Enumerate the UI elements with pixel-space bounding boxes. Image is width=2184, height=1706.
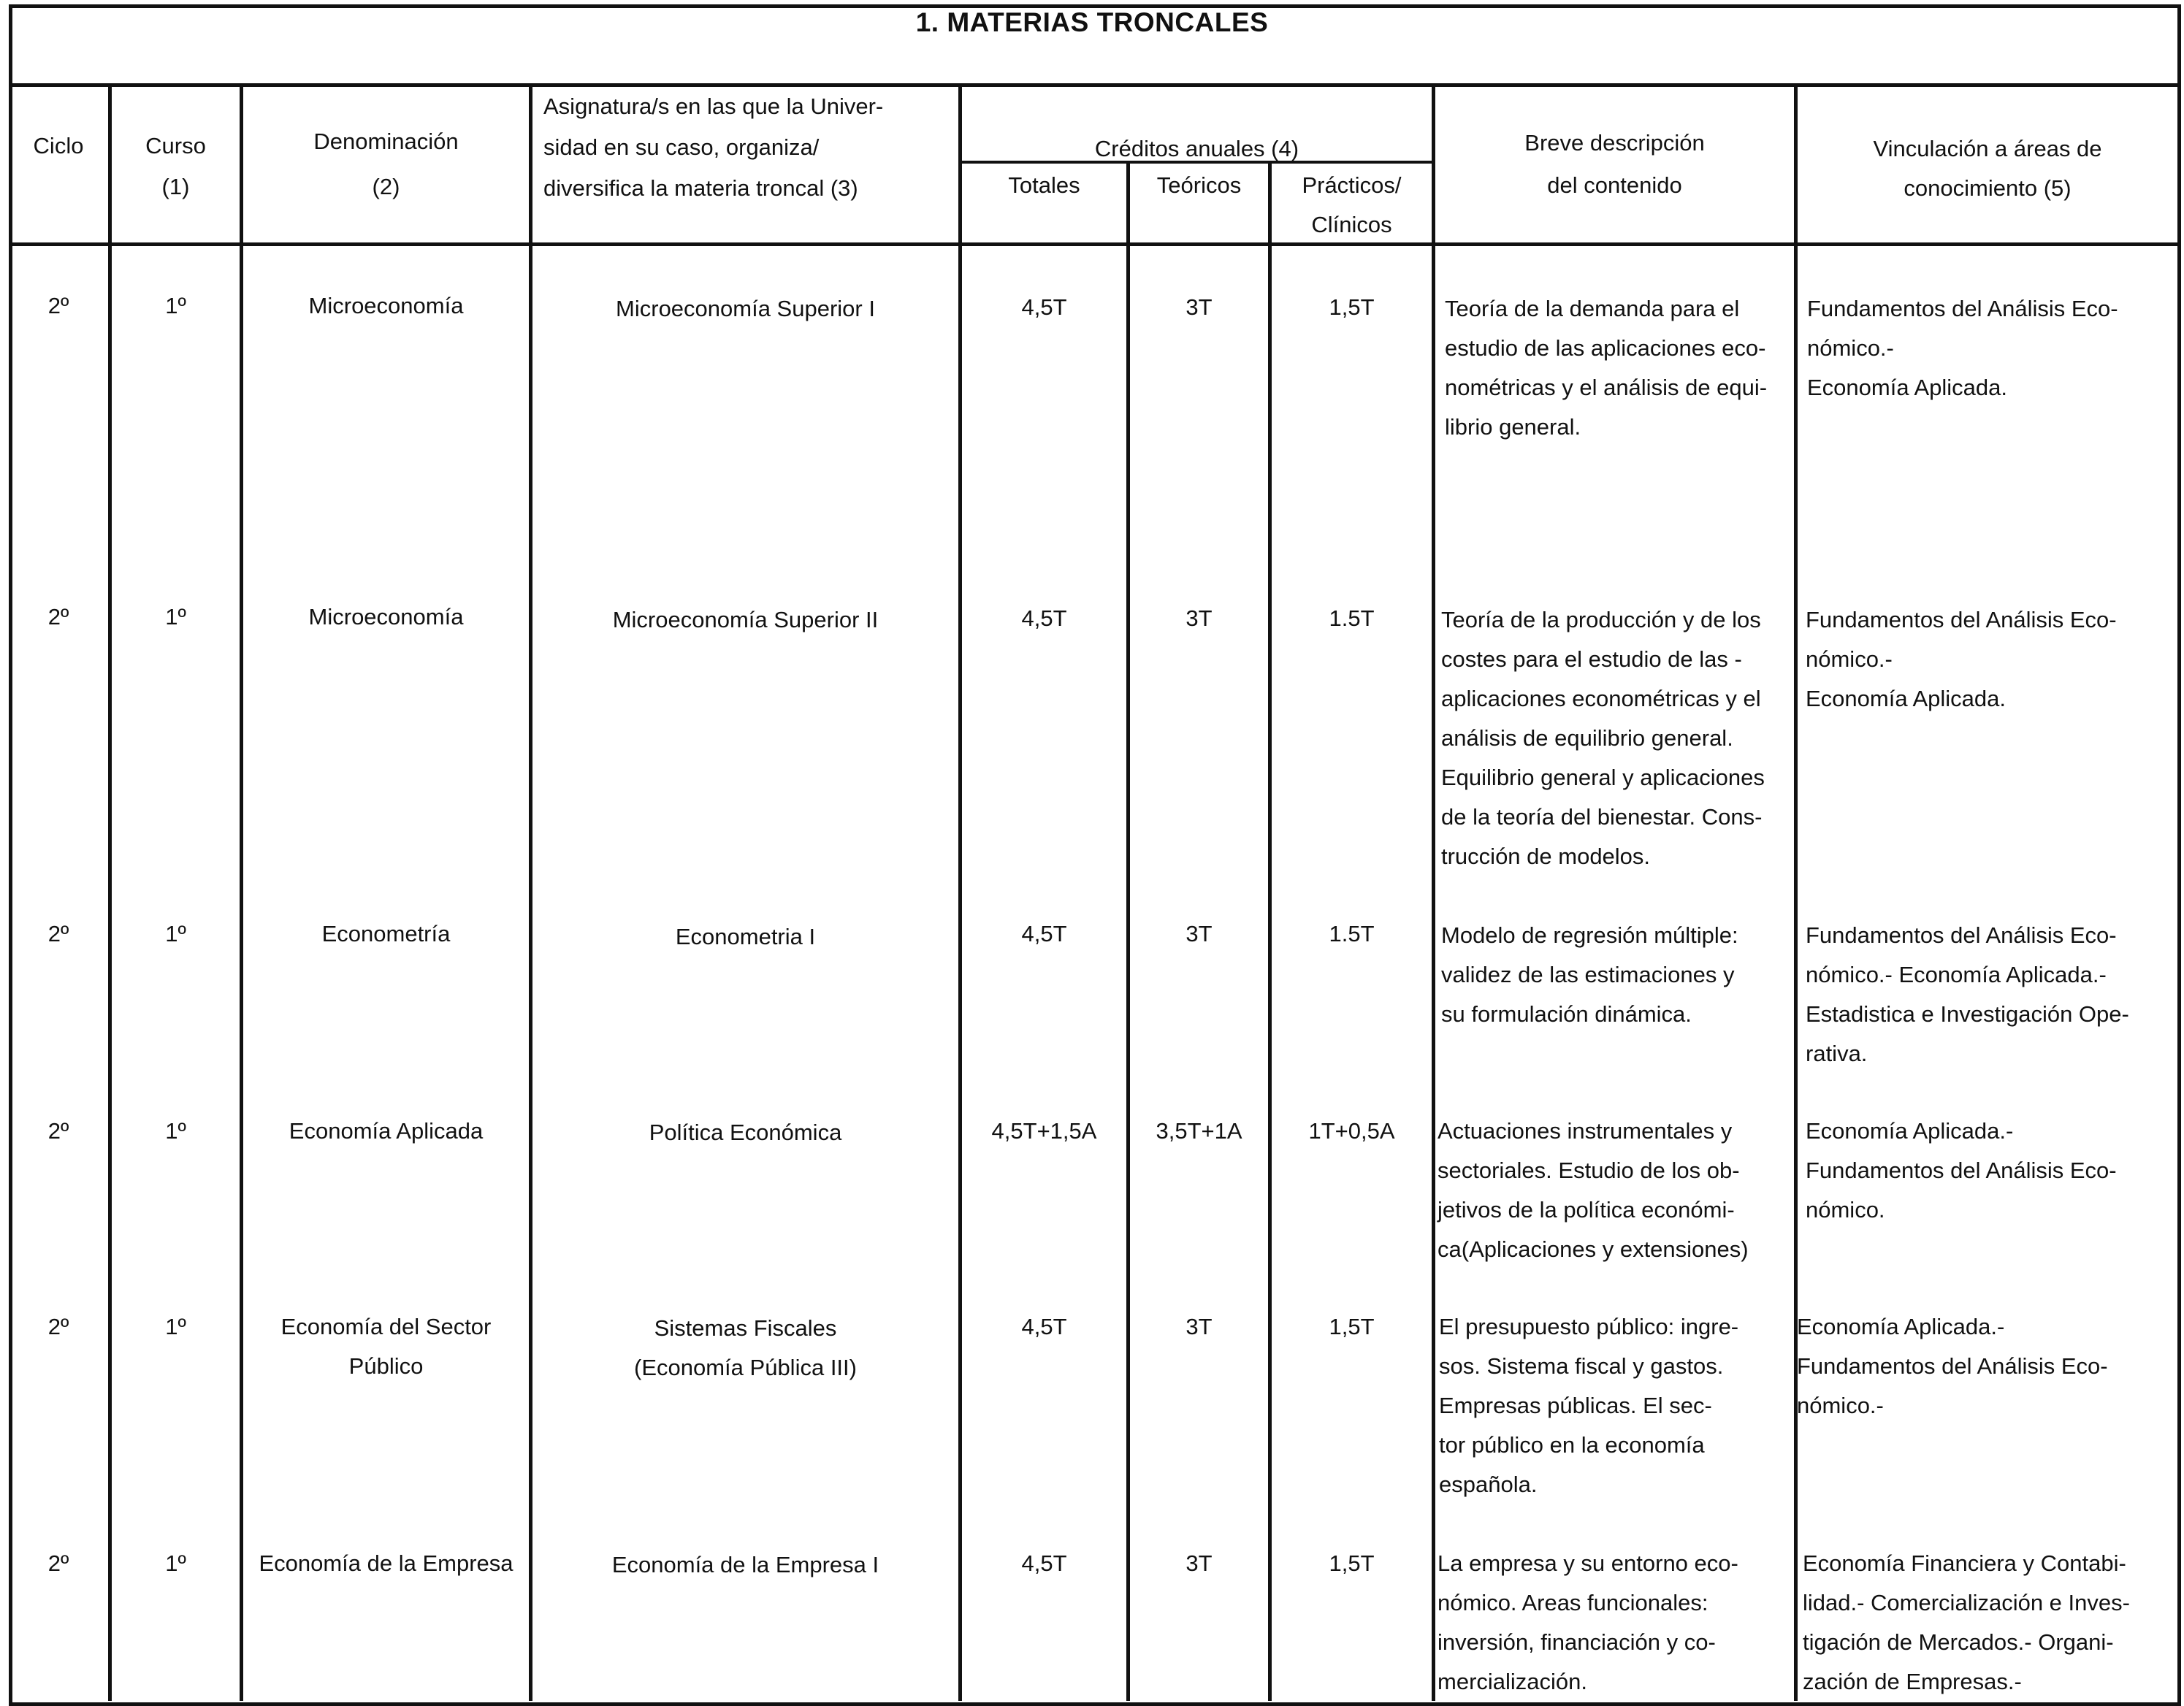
col-divider	[1432, 83, 1435, 1701]
row3-denominacion: Econometría	[321, 921, 451, 946]
row2-teoricos: 3T	[1185, 605, 1213, 631]
header-clinicos: Clínicos	[1311, 212, 1392, 237]
col-divider	[240, 83, 243, 1701]
title-divider	[9, 83, 2181, 87]
row4-asignatura: Política Económica	[649, 1120, 842, 1145]
row6-denominacion: Economía de la Empresa	[259, 1550, 513, 1576]
row1-descripcion: Teoría de la demanda para el estudio de las aplicaciones eco- nométricas y el análisis de equi- librio general.	[1445, 296, 1768, 440]
row6-curso: 1º	[165, 1550, 186, 1576]
row5-teoricos: 3T	[1185, 1314, 1213, 1339]
row6-teoricos: 3T	[1185, 1550, 1213, 1576]
row4-vinculacion: Economía Aplicada.- Fundamentos del Análisis Eco- nómico.	[1806, 1118, 2117, 1223]
row4-practicos: 1T+0,5A	[1308, 1118, 1395, 1144]
row1-curso: 1º	[165, 293, 186, 318]
row4-ciclo: 2º	[47, 1118, 69, 1144]
row2-curso: 1º	[165, 604, 186, 630]
header-denominacion-note: (2)	[372, 174, 400, 199]
row2-descripcion: Teoría de la producción y de los costes para el estudio de las - aplicaciones econométricas y el análisis de equilibrio general. Equilibrio general y aplicaciones de la teoría del bienestar. Cons- trucción de modelos.	[1441, 607, 1765, 869]
row2-practicos: 1.5T	[1329, 605, 1375, 631]
row1-ciclo: 2º	[47, 293, 69, 318]
header-practicos: Prácticos/	[1302, 172, 1402, 198]
row1-practicos: 1,5T	[1329, 294, 1375, 320]
row5-practicos: 1,5T	[1329, 1314, 1375, 1339]
header-teoricos: Teóricos	[1156, 172, 1242, 198]
table-frame	[9, 4, 2181, 1706]
row2-asignatura: Microeconomía Superior II	[612, 607, 879, 632]
row5-denominacion: Economía del Sector Público	[280, 1314, 492, 1379]
row2-vinculacion: Fundamentos del Análisis Eco- nómico.- Economía Aplicada.	[1806, 607, 2117, 711]
row1-asignatura: Microeconomía Superior I	[616, 296, 875, 321]
row5-descripcion: El presupuesto público: ingre- sos. Sistema fiscal y gastos. Empresas públicas. El sec- tor público en la economía española.	[1439, 1314, 1739, 1497]
row4-denominacion: Economía Aplicada	[289, 1118, 484, 1144]
row5-ciclo: 2º	[47, 1314, 69, 1339]
row3-teoricos: 3T	[1185, 921, 1213, 946]
row4-totales: 4,5T+1,5A	[991, 1118, 1097, 1144]
row3-descripcion: Modelo de regresión múltiple: validez de las estimaciones y su formulación dinámica.	[1441, 922, 1738, 1027]
row3-vinculacion: Fundamentos del Análisis Eco- nómico.- Economía Aplicada.- Estadistica e Investigación Ope- rativa.	[1806, 922, 2129, 1066]
header-breve: Breve descripción	[1524, 130, 1705, 156]
page-title: 1. MATERIAS TRONCALES	[915, 7, 1269, 37]
row1-vinculacion: Fundamentos del Análisis Eco- nómico.- Economía Aplicada.	[1807, 296, 2118, 400]
header-divider	[9, 242, 2181, 246]
row6-asignatura: Economía de la Empresa I	[611, 1552, 879, 1577]
row1-teoricos: 3T	[1185, 294, 1213, 320]
row3-asignatura: Econometria I	[675, 924, 816, 949]
row2-totales: 4,5T	[1021, 605, 1067, 631]
row6-descripcion: La empresa y su entorno eco- nómico. Areas funcionales: inversión, financiación y co- mercialización.	[1437, 1550, 1738, 1694]
row3-curso: 1º	[165, 921, 186, 946]
header-ciclo: Ciclo	[33, 133, 84, 158]
row6-totales: 4,5T	[1021, 1550, 1067, 1576]
row5-curso: 1º	[165, 1314, 186, 1339]
header-curso: Curso	[145, 133, 206, 158]
row3-totales: 4,5T	[1021, 921, 1067, 946]
header-conocimiento: conocimiento (5)	[1904, 175, 2072, 201]
row5-asignatura: Sistemas Fiscales (Economía Pública III)	[634, 1315, 857, 1380]
header-curso-note: (1)	[161, 174, 190, 199]
row6-practicos: 1,5T	[1329, 1550, 1375, 1576]
header-totales: Totales	[1008, 172, 1080, 198]
header-denominacion: Denominación	[313, 129, 459, 154]
row4-descripcion: Actuaciones instrumentales y sectoriales. Estudio de los ob- jetivos de la política económi- ca(Aplicaciones y extensiones)	[1437, 1118, 1749, 1262]
row2-denominacion: Microeconomía	[308, 604, 464, 630]
row5-vinculacion: Economía Aplicada.- Fundamentos del Análisis Eco- nómico.-	[1797, 1314, 2108, 1418]
col-divider	[108, 83, 112, 1701]
row6-vinculacion: Economía Financiera y Contabi- lidad.- Comercialización e Inves- tigación de Mercados.- Organi- zación de Empresas.-	[1803, 1550, 2130, 1694]
row1-totales: 4,5T	[1021, 294, 1067, 320]
row2-ciclo: 2º	[47, 604, 69, 630]
row4-teoricos: 3,5T+1A	[1156, 1118, 1242, 1144]
row4-curso: 1º	[165, 1118, 186, 1144]
header-vinculacion: Vinculación a áreas de	[1873, 136, 2102, 161]
row3-practicos: 1.5T	[1329, 921, 1375, 946]
row1-denominacion: Microeconomía	[308, 293, 464, 318]
row3-ciclo: 2º	[47, 921, 69, 946]
row5-totales: 4,5T	[1021, 1314, 1067, 1339]
header-asignatura: Asignatura/s en las que la Univer- sidad en su caso, organiza/ diversifica la materia troncal (3)	[543, 93, 884, 201]
row6-ciclo: 2º	[47, 1550, 69, 1576]
header-creditos: Créditos anuales (4)	[1094, 136, 1299, 161]
header-contenido: del contenido	[1547, 172, 1682, 198]
col-divider	[1794, 83, 1798, 1701]
